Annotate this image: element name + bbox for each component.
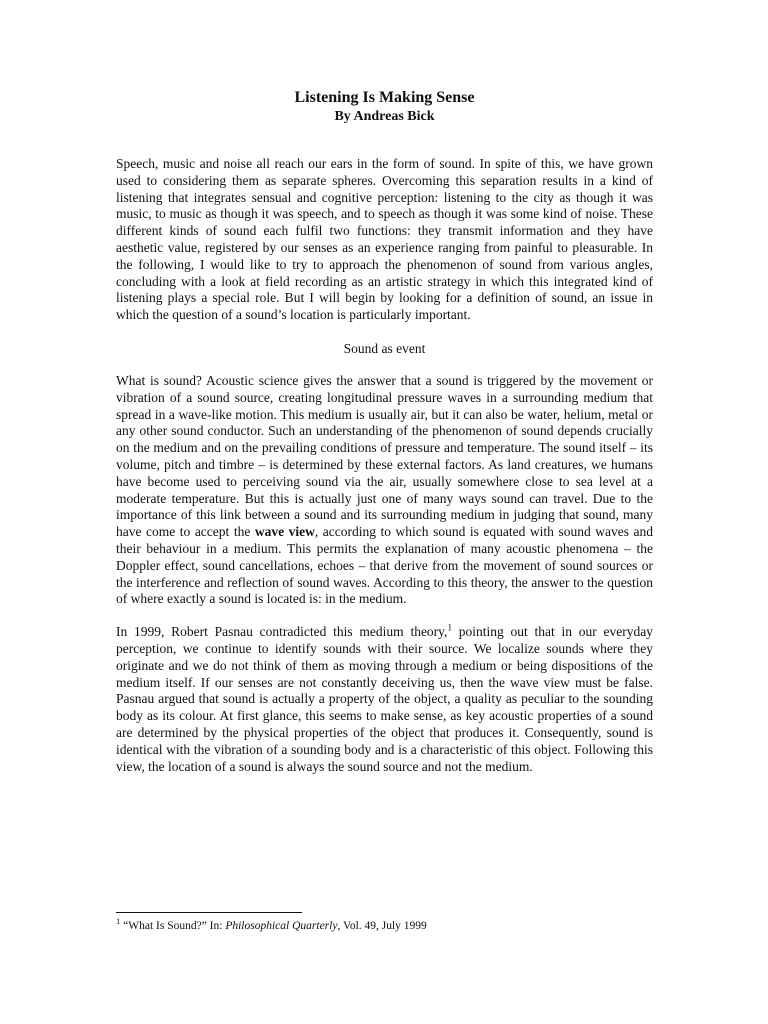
footnote-details: , Vol. 49, July 1999 [337, 920, 427, 932]
bold-term: wave view [254, 524, 315, 540]
footnote-quote: “What Is Sound?” In: [120, 920, 226, 932]
footnote-number: 1 [116, 916, 121, 927]
paragraph-sound-as-event [116, 373, 653, 608]
footnote [116, 916, 653, 934]
document-author: By Andreas Bick [334, 109, 435, 124]
paragraph-intro: Speech, music and noise all reach our ears in the form of sound. In spite of this, we have grown used to considering them as separate spheres. Overcoming this separation results in a kind of listening that integrates sensual and cognitive perception: listening to the city as though it was music, to music as though it was speech, and to speech as though it was some kind of noise. These different kinds of sound each fulfil two functions: they transmit information and they have aesthetic value, registered by our senses as an experience ranging from painful to pleasurable. In the following, I would like to try to approach the phenomenon of sound from various angles, concluding with a look at field recording as an artistic strategy in which this integrated kind of listening plays a special role. But I will begin by looking for a definition of sound, an issue in which the question of a sound’s location is particularly important. [116, 156, 653, 323]
section-heading: Sound as event [343, 340, 426, 356]
paragraph-text: pointing out that in our everyday perception, we continue to identify sounds with their source. We localize sounds where they originate and we do not think of them as moving through a medium or being dispositions of the medium itself. If our senses are not constantly deceiving us, then the wave view must be false. Pasnau argued that sound is actually a property of the object, a quality as peculiar to the sounding body as its colour. At first glance, this seems to make sense, as key acoustic properties of a sound are determined by the physical properties of the object that produces it. Consequently, sound is identical with the vibration of a sounding body and is a characteristic of this object. Following this view, the location of a sound is always the sound source and not the medium. [116, 624, 654, 774]
paragraph-text: In 1999, Robert Pasnau contradicted this medium theory, [116, 624, 448, 640]
footnote-reference[interactable]: 1 [447, 622, 452, 633]
document-title: Listening Is Making Sense [294, 89, 475, 106]
footnote-journal: Philosophical Quarterly [225, 920, 338, 932]
paragraph-text: What is sound? Acoustic science gives the answer that a sound is triggered by the movement or vibration of a sound source, creating longitudinal pressure waves in a surrounding medium that spread in a wave-like motion. This medium is usually air, but it can also be water, helium, metal or any other sound conductor. Such an understanding of the phenomenon of sound depends crucially on the medium and on the prevailing conditions of pressure and temperature. The sound itself – its volume, pitch and timbre – is determined by these external factors. As land creatures, we humans have become used to perceiving sound via the air, usually somewhere close to sea level at a moderate temperature. But this is actually just one of many ways sound can travel. Due to the importance of this link between a sound and its surrounding medium in judging that sound, many have come to accept the [116, 372, 653, 540]
footnote-divider [116, 912, 302, 913]
paragraph-text: , according to which sound is equated with sound waves and their behaviour in a medium. This permits the explanation of many acoustic phenomena – the Doppler effect, sound cancellations, echoes – that derive from the movement of sound sources or the interference and reflection of sound waves. According to this theory, the answer to the question of where exactly a sound is located is: in the medium. [116, 524, 653, 607]
document-body [116, 88, 653, 791]
paragraph-pasnau [116, 624, 653, 775]
